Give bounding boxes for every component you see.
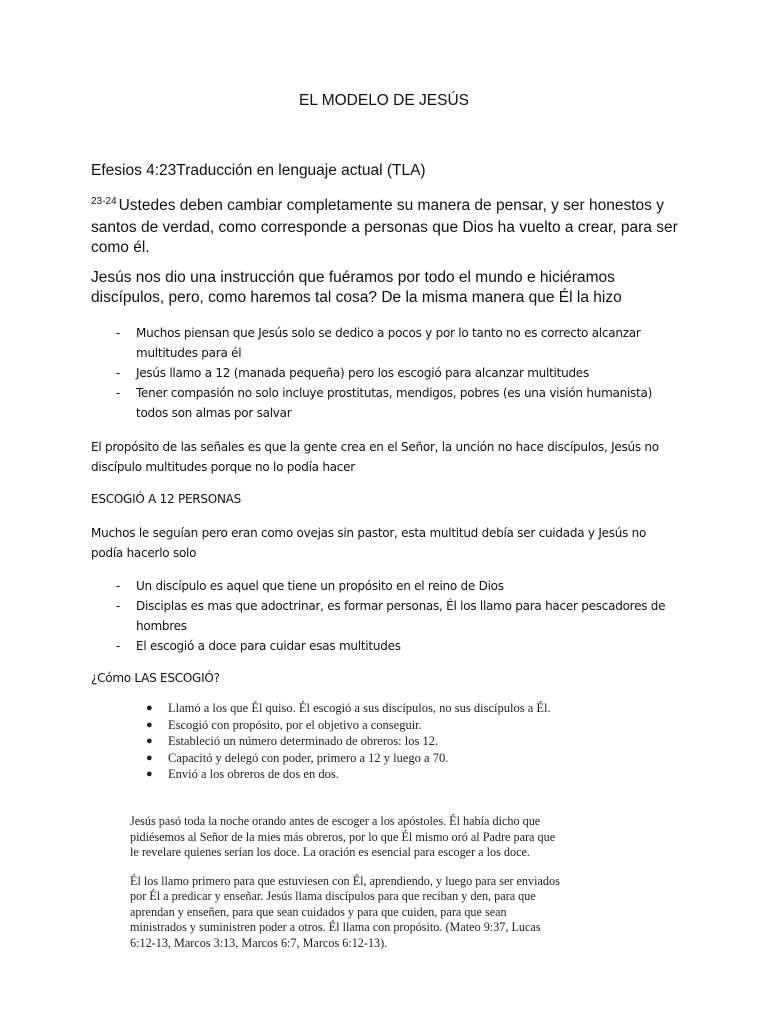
bullet-icon: ● (146, 768, 153, 780)
scan-paragraph-prayer: Jesús pasó toda la noche orando antes de escoger a los apóstoles. Él había dicho que pidiésemos al Señor de la mies más obreros, por lo que Él mismo oró al Padre para que le revelare quienes serían los doce. La oración es esencial para escoger a los doce. (130, 814, 556, 859)
list-item: - Un discípulo es aquel que tiene un propósito en el reino de Dios (116, 579, 504, 593)
list-item: - Disciplas es mas que adoctrinar, es formar personas, Él los llamo para hacer pescadores de hombres (116, 599, 666, 633)
list-misconceptions (91, 323, 671, 423)
bullet-icon: ● (146, 718, 153, 731)
intro-paragraph: Jesús nos dio una instrucción que fuéramos por todo el mundo e hiciéramos discípulos, pero, como haremos tal cosa? De la misma manera que Él la hizo (91, 269, 622, 306)
signs-paragraph: El propósito de las señales es que la gente crea en el Señor, la unción no hace discípulos, Jesús no discípulo multitudes porque no lo podía hacer (91, 440, 659, 474)
scanned-text-block (130, 814, 562, 951)
section-heading-12: ESCOGIÓ A 12 PERSONAS (91, 492, 241, 506)
verse-reference: Efesios 4:23Traducción en lenguaje actual (TLA) (91, 162, 426, 179)
verse-paragraph (91, 196, 681, 258)
list-disciples (91, 576, 671, 656)
list-item: - Tener compasión no solo incluye prostitutas, mendigos, pobres (es una visión humanista) todos son almas por salvar (116, 386, 653, 420)
list-item: ● Estableció un número determinado de obreros: los 12. (146, 734, 439, 748)
verse-text: Ustedes deben cambiar completamente su manera de pensar, y ser honestos y santos de verdad, como corresponde a personas que Dios ha vuelto a crear, para ser como él. (91, 197, 678, 256)
list-item: ● Llamó a los que Él quiso. Él escogió a sus discípulos, no sus discípulos a Él. (146, 701, 551, 715)
list-item: ● Escogió con propósito, por el objetivo a conseguir. (146, 717, 422, 732)
list-item: - Jesús llamo a 12 (manada pequeña) pero los escogió para alcanzar multitudes (116, 366, 589, 380)
sheep-paragraph: Muchos le seguían pero eran como ovejas sin pastor, esta multitud debía ser cuidada y Jesús no podía hacerlo solo (91, 526, 647, 560)
bullet-icon: ● (146, 751, 153, 764)
list-item: - El escogió a doce para cuidar esas multitudes (116, 639, 401, 653)
verse-number: 23-24 (91, 196, 117, 207)
bullet-icon: ● (146, 735, 153, 747)
list-item: - Muchos piensan que Jesús solo se dedico a pocos y por lo tanto no es correcto alcanzar multitudes para él (116, 326, 641, 360)
list-item: ● Capacitó y delegó con poder, primero a 12 y luego a 70. (146, 750, 449, 765)
list-item: ● Envió a los obreros de dos en dos. (146, 767, 339, 781)
bullet-icon: ● (146, 702, 153, 714)
page-title: EL MODELO DE JESÚS (299, 92, 469, 109)
scan-paragraph-calling: Él los llamo primero para que estuviesen con Él, aprendiendo, y luego para ser enviados por Él a predicar y enseñar. Jesús llama discípulos para que reciban y den, para que aprendan y enseñen, para que sean cuidados y para que cuiden, para que sean ministrados y suministren poder a otros. Él llama con propósito. (Mateo 9:37, Lucas 6:12-13, Marcos 3:13, Marcos 6:7, Marcos 6:12-13). (130, 873, 560, 950)
scanned-bullet-list (140, 700, 640, 783)
section-heading-how: ¿Cómo LAS ESCOGIÓ? (91, 671, 220, 685)
